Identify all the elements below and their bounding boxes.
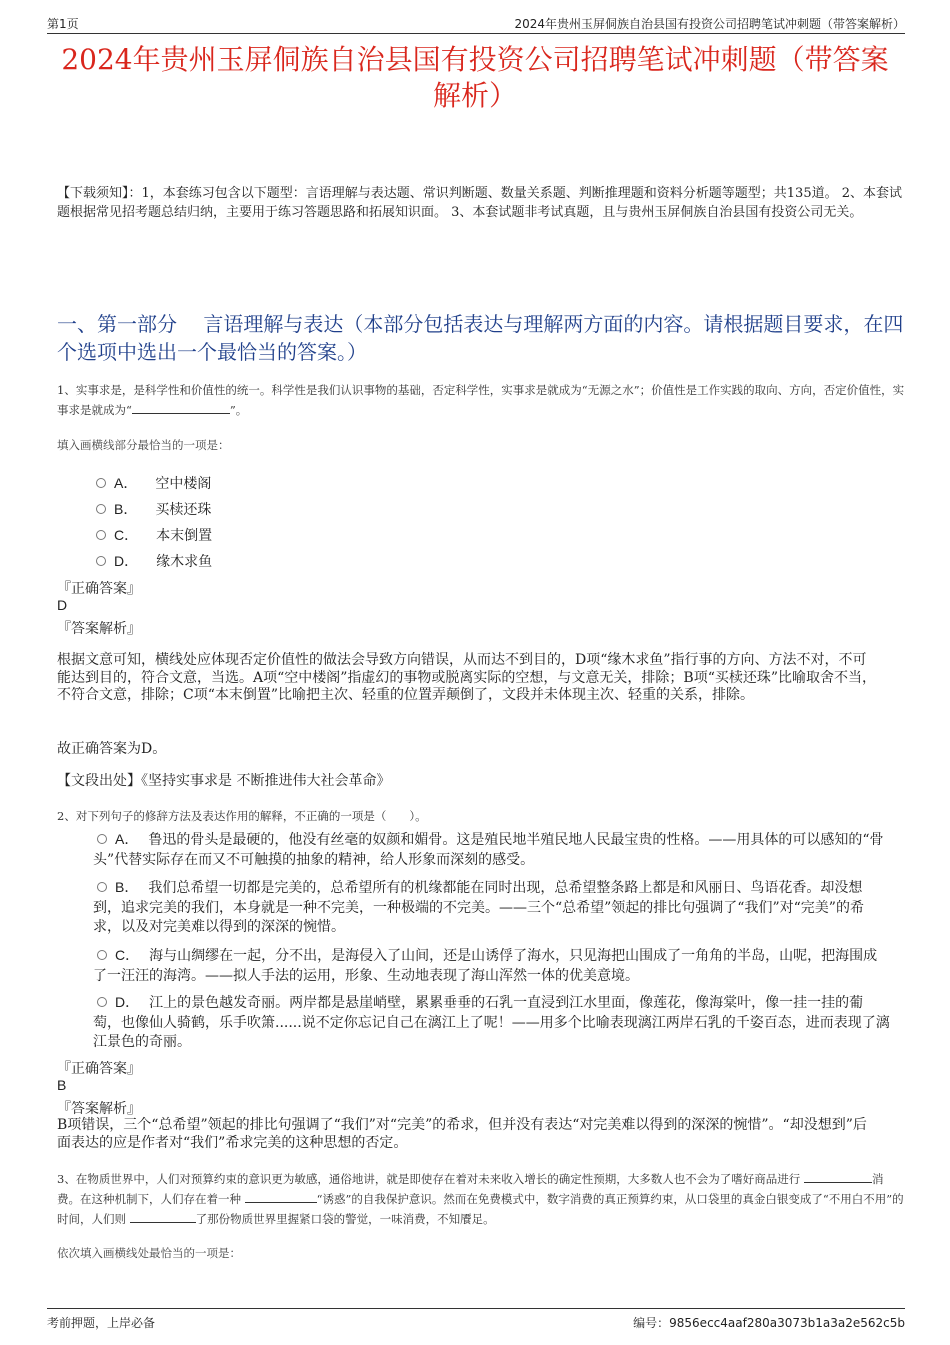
option-d[interactable]: D． 江上的景色越发奇丽。两岸都是悬崖峭壁，累累垂垂的石乳一直浸到江水里面，像莲花，像海棠叶，像一挂一挂的葡萄，也像仙人骑鹤，乐手吹箫......说不定你忘记自己在漓江上了呢！——用多个比喻表现漓江两岸石乳的千姿百态，进而表现了漓江景色的奇丽。 bbox=[93, 994, 890, 1050]
radio-icon[interactable] bbox=[97, 834, 107, 844]
radio-icon[interactable] bbox=[97, 997, 107, 1007]
question-2-stem: 2、对下列句子的修辞方法及表达作用的解释，不正确的一项是（ ）。 bbox=[57, 809, 427, 823]
source-text: 【文段出处】《坚持实事求是 不断推进伟大社会革命》 bbox=[57, 773, 391, 789]
question-1-stem: 1、实事求是，是科学性和价值性的统一。科学性是我们认识事物的基础，否定科学性，实事求是就成为“无源之水”；价值性是工作实践的取向、方向，否定价值性，实事求是就成为“ ”。 bbox=[57, 383, 905, 417]
option-d[interactable]: D． 缘木求鱼 bbox=[96, 548, 212, 574]
page-header bbox=[47, 13, 905, 34]
radio-icon[interactable] bbox=[96, 478, 106, 488]
option-c[interactable]: C． 海与山绸缪在一起，分不出，是海侵入了山间，还是山诱俘了海水，只见海把山围成了一角角的半岛，山呢，把海围成了一汪汪的海湾。——拟人手法的运用，形象、生动地表现了海山浑然一体的优美意境。 bbox=[93, 947, 878, 984]
radio-icon[interactable] bbox=[96, 556, 106, 566]
footer-slogan: 考前押题，上岸必备 bbox=[47, 1316, 156, 1330]
option-b[interactable]: B． 我们总希望一切都是完美的，总希望所有的机缘都能在同时出现，总希望整条路上都是和风丽日、鸟语花香。却没想到，追求完美的我们，本身就是一种不完美，一种极端的不完美。——三个“总希望”领起的排比句强调了“我们”对“完美”的希求，以及对完美难以得到的深深的惋惜。 bbox=[93, 879, 864, 935]
question-2-options bbox=[93, 830, 890, 1061]
analysis-label: 『答案解析』 bbox=[57, 1101, 141, 1117]
download-notice: 【下载须知】：1，本套练习包含以下题型：言语理解与表达题、常识判断题、数量关系题、判断推理题和资料分析题等题型；共135道。 2、本套试题根据常见招考题总结归纳，主要用于练习答题思路和拓展知识面。 3、本套试题非考试真题，且与贵州玉屏侗族自治县国有投资公司无关。 bbox=[57, 186, 902, 220]
question-1-prompt: 填入画横线部分最恰当的一项是： bbox=[57, 438, 230, 452]
answer-blank bbox=[804, 1170, 872, 1183]
header-title: 2024年贵州玉屏侗族自治县国有投资公司招聘笔试冲刺题（带答案解析） bbox=[514, 17, 905, 31]
section-title: 一、第一部分 言语理解与表达（本部分包括表达与理解两方面的内容。请根据题目要求，在四个选项中选出一个最恰当的答案。） bbox=[57, 312, 904, 364]
radio-icon[interactable] bbox=[97, 950, 107, 960]
page-footer bbox=[47, 1308, 905, 1329]
option-c[interactable]: C． 本末倒置 bbox=[96, 522, 212, 548]
option-b[interactable]: B． 买椟还珠 bbox=[96, 496, 212, 522]
answer-blank bbox=[130, 1210, 196, 1223]
question-1-options bbox=[96, 470, 212, 574]
option-a[interactable]: A． 空中楼阁 bbox=[96, 470, 212, 496]
option-a[interactable]: A． 鲁迅的骨头是最硬的，他没有丝毫的奴颜和媚骨。这是殖民地半殖民地人民最宝贵的性格。——用具体的可以感知的“骨头”代替实际存在而又不可触摸的抽象的精神，给人形象而深刻的感受。 bbox=[93, 831, 884, 868]
correct-answer: D bbox=[57, 597, 68, 613]
analysis-label: 『答案解析』 bbox=[57, 621, 141, 637]
radio-icon[interactable] bbox=[97, 882, 107, 892]
correct-answer-label: 『正确答案』 bbox=[57, 1061, 141, 1077]
analysis-text: 根据文意可知，横线处应体现否定价值性的做法会导致方向错误，从而达不到目的，D项“缘木求鱼”指行事的方向、方法不对，不可能达到目的，符合文意，当选。A项“空中楼阁”指虚幻的事物或脱离实际的空想，与文意无关，排除；B项“买椟还珠”比喻取舍不当，不符合文意，排除；C项“本末倒置”比喻把主次、轻重的位置弄颠倒了，文段并未体现主次、轻重的关系，排除。 bbox=[57, 652, 877, 703]
page-title: 2024年贵州玉屏侗族自治县国有投资公司招聘笔试冲刺题（带答案解析） bbox=[61, 43, 889, 112]
question-3-prompt: 依次填入画横线处最恰当的一项是： bbox=[57, 1246, 241, 1260]
correct-answer: B bbox=[57, 1077, 67, 1093]
radio-icon[interactable] bbox=[96, 530, 106, 540]
radio-icon[interactable] bbox=[96, 504, 106, 514]
answer-blank bbox=[245, 1190, 317, 1203]
document-id: 编号：9856ecc4aaf280a3073b1a3a2e562c5b bbox=[633, 1316, 905, 1330]
page-number: 第1页 bbox=[47, 17, 79, 31]
correct-answer-label: 『正确答案』 bbox=[57, 581, 141, 597]
conclusion-text: 故正确答案为D。 bbox=[57, 741, 167, 757]
answer-blank bbox=[132, 401, 230, 414]
analysis-text: B项错误，三个“总希望”领起的排比句强调了“我们”对“完美”的希求，但并没有表达“对完美难以得到的深深的惋惜”。“却没想到”后面表达的应是作者对“我们”希求完美的这种思想的否定。 bbox=[57, 1117, 867, 1151]
question-3-stem: 3、在物质世界中，人们对预算约束的意识更为敏感，通俗地讲，就是即使存在着对未来收入增长的确定性预期，大多数人也不会为了嗜好商品进行 消费。在这种机制下，人们存在着一种 “诱惑”的自我保护意识。然而在免费模式中，数字消费的真正预算约束，从口袋里的真金白银变成了“不用白不用”的时间，人们则 了那份物质世界里握紧口袋的警觉，一味消费，不知餍足。 bbox=[57, 1172, 904, 1226]
